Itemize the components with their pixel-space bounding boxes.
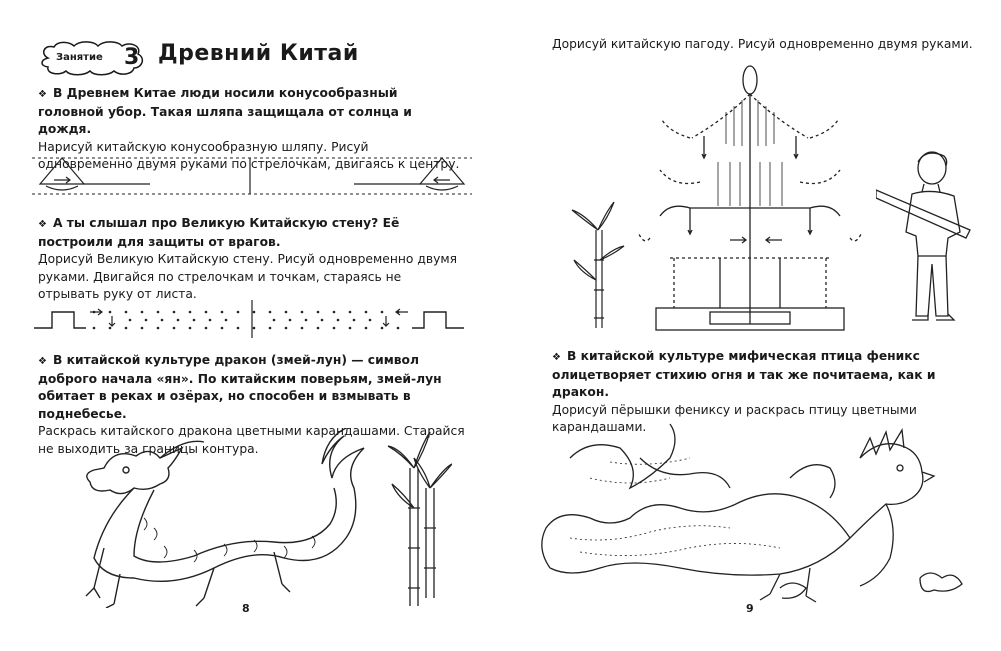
wall-dot [237,327,240,330]
task-phoenix-instruction: Дорисуй пёрышки фениксу и раскрась птицу цветными карандашами. [552,402,917,434]
wall-dot [193,319,196,322]
wall-dot [285,327,288,330]
wall-dot [173,327,176,330]
wall-dot [157,327,160,330]
wall-dot [397,327,400,330]
wall-dot [333,327,336,330]
chinese-dragon-outline [64,428,384,608]
wall-dot [349,311,352,314]
diamond-bullet-icon [38,353,53,367]
wall-dot [321,319,324,322]
wall-dot [129,319,132,322]
lesson-number: 3 [124,45,140,70]
wall-dot [221,311,224,314]
wall-dot [125,311,128,314]
wall-dot [305,319,308,322]
wall-dot [145,319,148,322]
wall-dot [333,311,336,314]
wall-dot-path [93,311,400,330]
task-pagoda [552,36,982,54]
phoenix-outline [530,418,980,608]
task-wall-intro: А ты слышал про Великую Китайскую стену? Её построили для защиты от врагов. [38,216,400,249]
wall-dot [337,319,340,322]
wall-dot [125,327,128,330]
great-wall-tracing-exercise [34,298,464,338]
bamboo-outline [386,428,452,608]
diamond-bullet-icon [38,216,53,230]
wall-dot [189,311,192,314]
wall-dot [109,327,112,330]
wall-dot [381,327,384,330]
wall-dot [177,319,180,322]
task-pagoda-instruction: Дорисуй китайскую пагоду. Рисуй одновременно двумя руками. [552,37,973,51]
lesson-label: Занятие [56,52,103,63]
wall-dot [269,311,272,314]
diamond-bullet-icon [552,349,567,363]
wall-dot [353,319,356,322]
task-wall [38,215,466,304]
wall-dot [317,327,320,330]
wall-dot [93,327,96,330]
hat-right-icon [354,158,464,190]
pagoda-tracing-exercise [630,62,870,342]
wall-dot [381,311,384,314]
wall-dot [365,327,368,330]
wall-dot [365,311,368,314]
wall-dot [301,327,304,330]
wall-dot [317,311,320,314]
wall-dot [209,319,212,322]
wall-dot [237,311,240,314]
wall-dot [273,319,276,322]
task-wall-instruction: Дорисуй Великую Китайскую стену. Рисуй одновременно двумя руками. Двигайся по стрелочкам и точкам, стараясь не отрывать руку от листа. [38,252,458,301]
wall-dot [253,311,256,314]
diamond-bullet-icon [38,86,53,100]
lesson-badge [38,40,146,76]
wall-dot [141,311,144,314]
wall-dot [269,327,272,330]
wall-dot [109,311,112,314]
task-hat-instruction: Нарисуй китайскую конусообразную шляпу. Рисуй одновременно двумя руками по стрелочкам, двигаясь к центру. [38,139,460,171]
wall-dot [205,311,208,314]
wall-dot [285,311,288,314]
wall-dot [301,311,304,314]
wall-dot [253,327,256,330]
wall-dot [349,327,352,330]
task-dragon-instruction: Раскрась китайского дракона цветными карандашами. Старайся не выходить за границы контура. [38,424,465,456]
bamboo-outline-small [566,200,626,330]
wall-dot [157,311,160,314]
wall-dot [289,319,292,322]
hat-left-icon [40,158,150,190]
wall-dot [189,327,192,330]
wall-dot [141,327,144,330]
hat-tracing-exercise [32,152,472,200]
page-title: Древний Китай [158,41,359,66]
page-number-right: 9 [746,602,754,615]
wall-dot [173,311,176,314]
task-dragon-intro: В китайской культуре дракон (змей-лун) — символ доброго начала «ян». По китайским поверьям, змей-лун обитает в реках и озёрах, но способен и взмывать в поднебесье. [38,353,442,421]
task-hat-intro: В Древнем Китае люди носили конусообразный головной убор. Такая шляпа защищала от солнца и дождя. [38,86,412,136]
left-page [0,0,500,651]
right-page [500,0,1001,651]
wall-dot [225,319,228,322]
page-number-left: 8 [242,602,250,615]
wall-dot [161,319,164,322]
wall-dot [369,319,372,322]
boy-holding-pencil [876,146,976,330]
task-phoenix-intro: В китайской культуре мифическая птица феникс олицетворяет стихию огня и так же почитаема, как и дракон. [552,349,936,399]
wall-dot [221,327,224,330]
wall-dot [205,327,208,330]
